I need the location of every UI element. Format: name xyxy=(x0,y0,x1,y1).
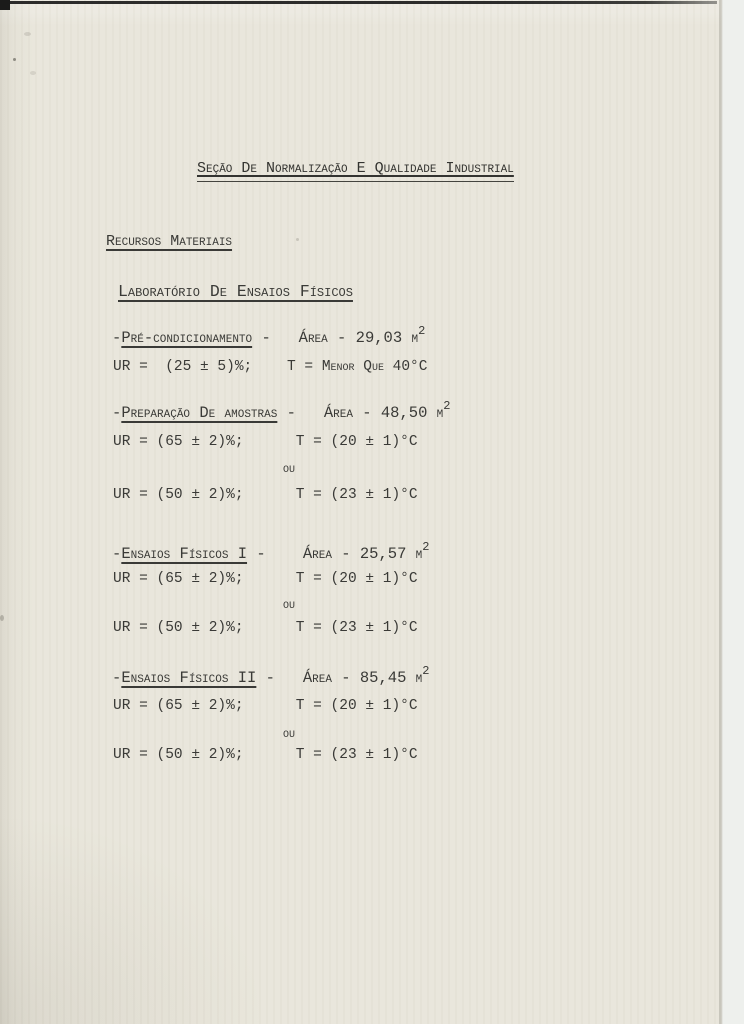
paper-speck xyxy=(13,58,16,61)
block-row-ur-t: UR = (65 ± 2)%; T = (20 ± 1)°C xyxy=(113,434,418,450)
block-row-ur-t: UR = (50 ± 2)%; T = (23 ± 1)°C xyxy=(113,747,418,763)
scan-corner-mark xyxy=(0,0,10,10)
subsection-heading-laboratorio: Laboratório De Ensaios Físicos xyxy=(118,282,353,301)
paper-speck xyxy=(0,615,4,621)
block-area-text: - Área - 29,03 m xyxy=(252,329,419,348)
section-heading-recursos-materiais: Recursos Materiais xyxy=(106,233,233,250)
scanner-bed-strip xyxy=(719,0,744,1024)
area-superscript: 2 xyxy=(422,540,430,554)
area-superscript: 2 xyxy=(443,399,451,413)
block-name: Ensaios Físicos II xyxy=(121,669,257,688)
area-superscript: 2 xyxy=(422,664,430,678)
paper-speck xyxy=(30,71,36,75)
area-superscript: 2 xyxy=(418,324,426,338)
block-row-ur-t: UR = (50 ± 2)%; T = (23 ± 1)°C xyxy=(113,620,418,636)
block-row-ur-t: UR = (65 ± 2)%; T = (20 ± 1)°C xyxy=(113,698,418,714)
block-dash: - xyxy=(112,545,122,564)
scan-edge-line xyxy=(0,1,717,4)
block-heading-preparacao-amostras xyxy=(112,399,451,423)
block-heading-ensaios-fisicos-1 xyxy=(112,540,430,564)
or-label: ou xyxy=(283,597,296,613)
block-heading-ensaios-fisicos-2 xyxy=(112,664,430,688)
block-name: Preparação De amostras xyxy=(121,404,278,423)
block-row-ur-t: UR = (25 ± 5)%; T = Menor Que 40°C xyxy=(113,359,428,375)
paper-speck xyxy=(296,238,299,241)
document-title: Seção De Normalização E Qualidade Industrial xyxy=(197,160,514,182)
block-dash: - xyxy=(112,329,122,348)
block-dash: - xyxy=(112,404,122,423)
block-dash: - xyxy=(112,669,122,688)
block-area-text: - Área - 85,45 m xyxy=(256,669,423,688)
paper-speck xyxy=(24,32,31,36)
block-area-text: - Área - 48,50 m xyxy=(277,404,444,423)
or-label: ou xyxy=(283,461,296,477)
block-row-ur-t: UR = (65 ± 2)%; T = (20 ± 1)°C xyxy=(113,571,418,587)
block-name: Pré-condicionamento xyxy=(121,329,253,348)
block-area-text: - Área - 25,57 m xyxy=(247,545,423,564)
block-row-ur-t: UR = (50 ± 2)%; T = (23 ± 1)°C xyxy=(113,487,418,503)
block-heading-pre-condicionamento xyxy=(112,324,426,348)
or-label: ou xyxy=(283,726,296,742)
block-name: Ensaios Físicos I xyxy=(121,545,248,564)
